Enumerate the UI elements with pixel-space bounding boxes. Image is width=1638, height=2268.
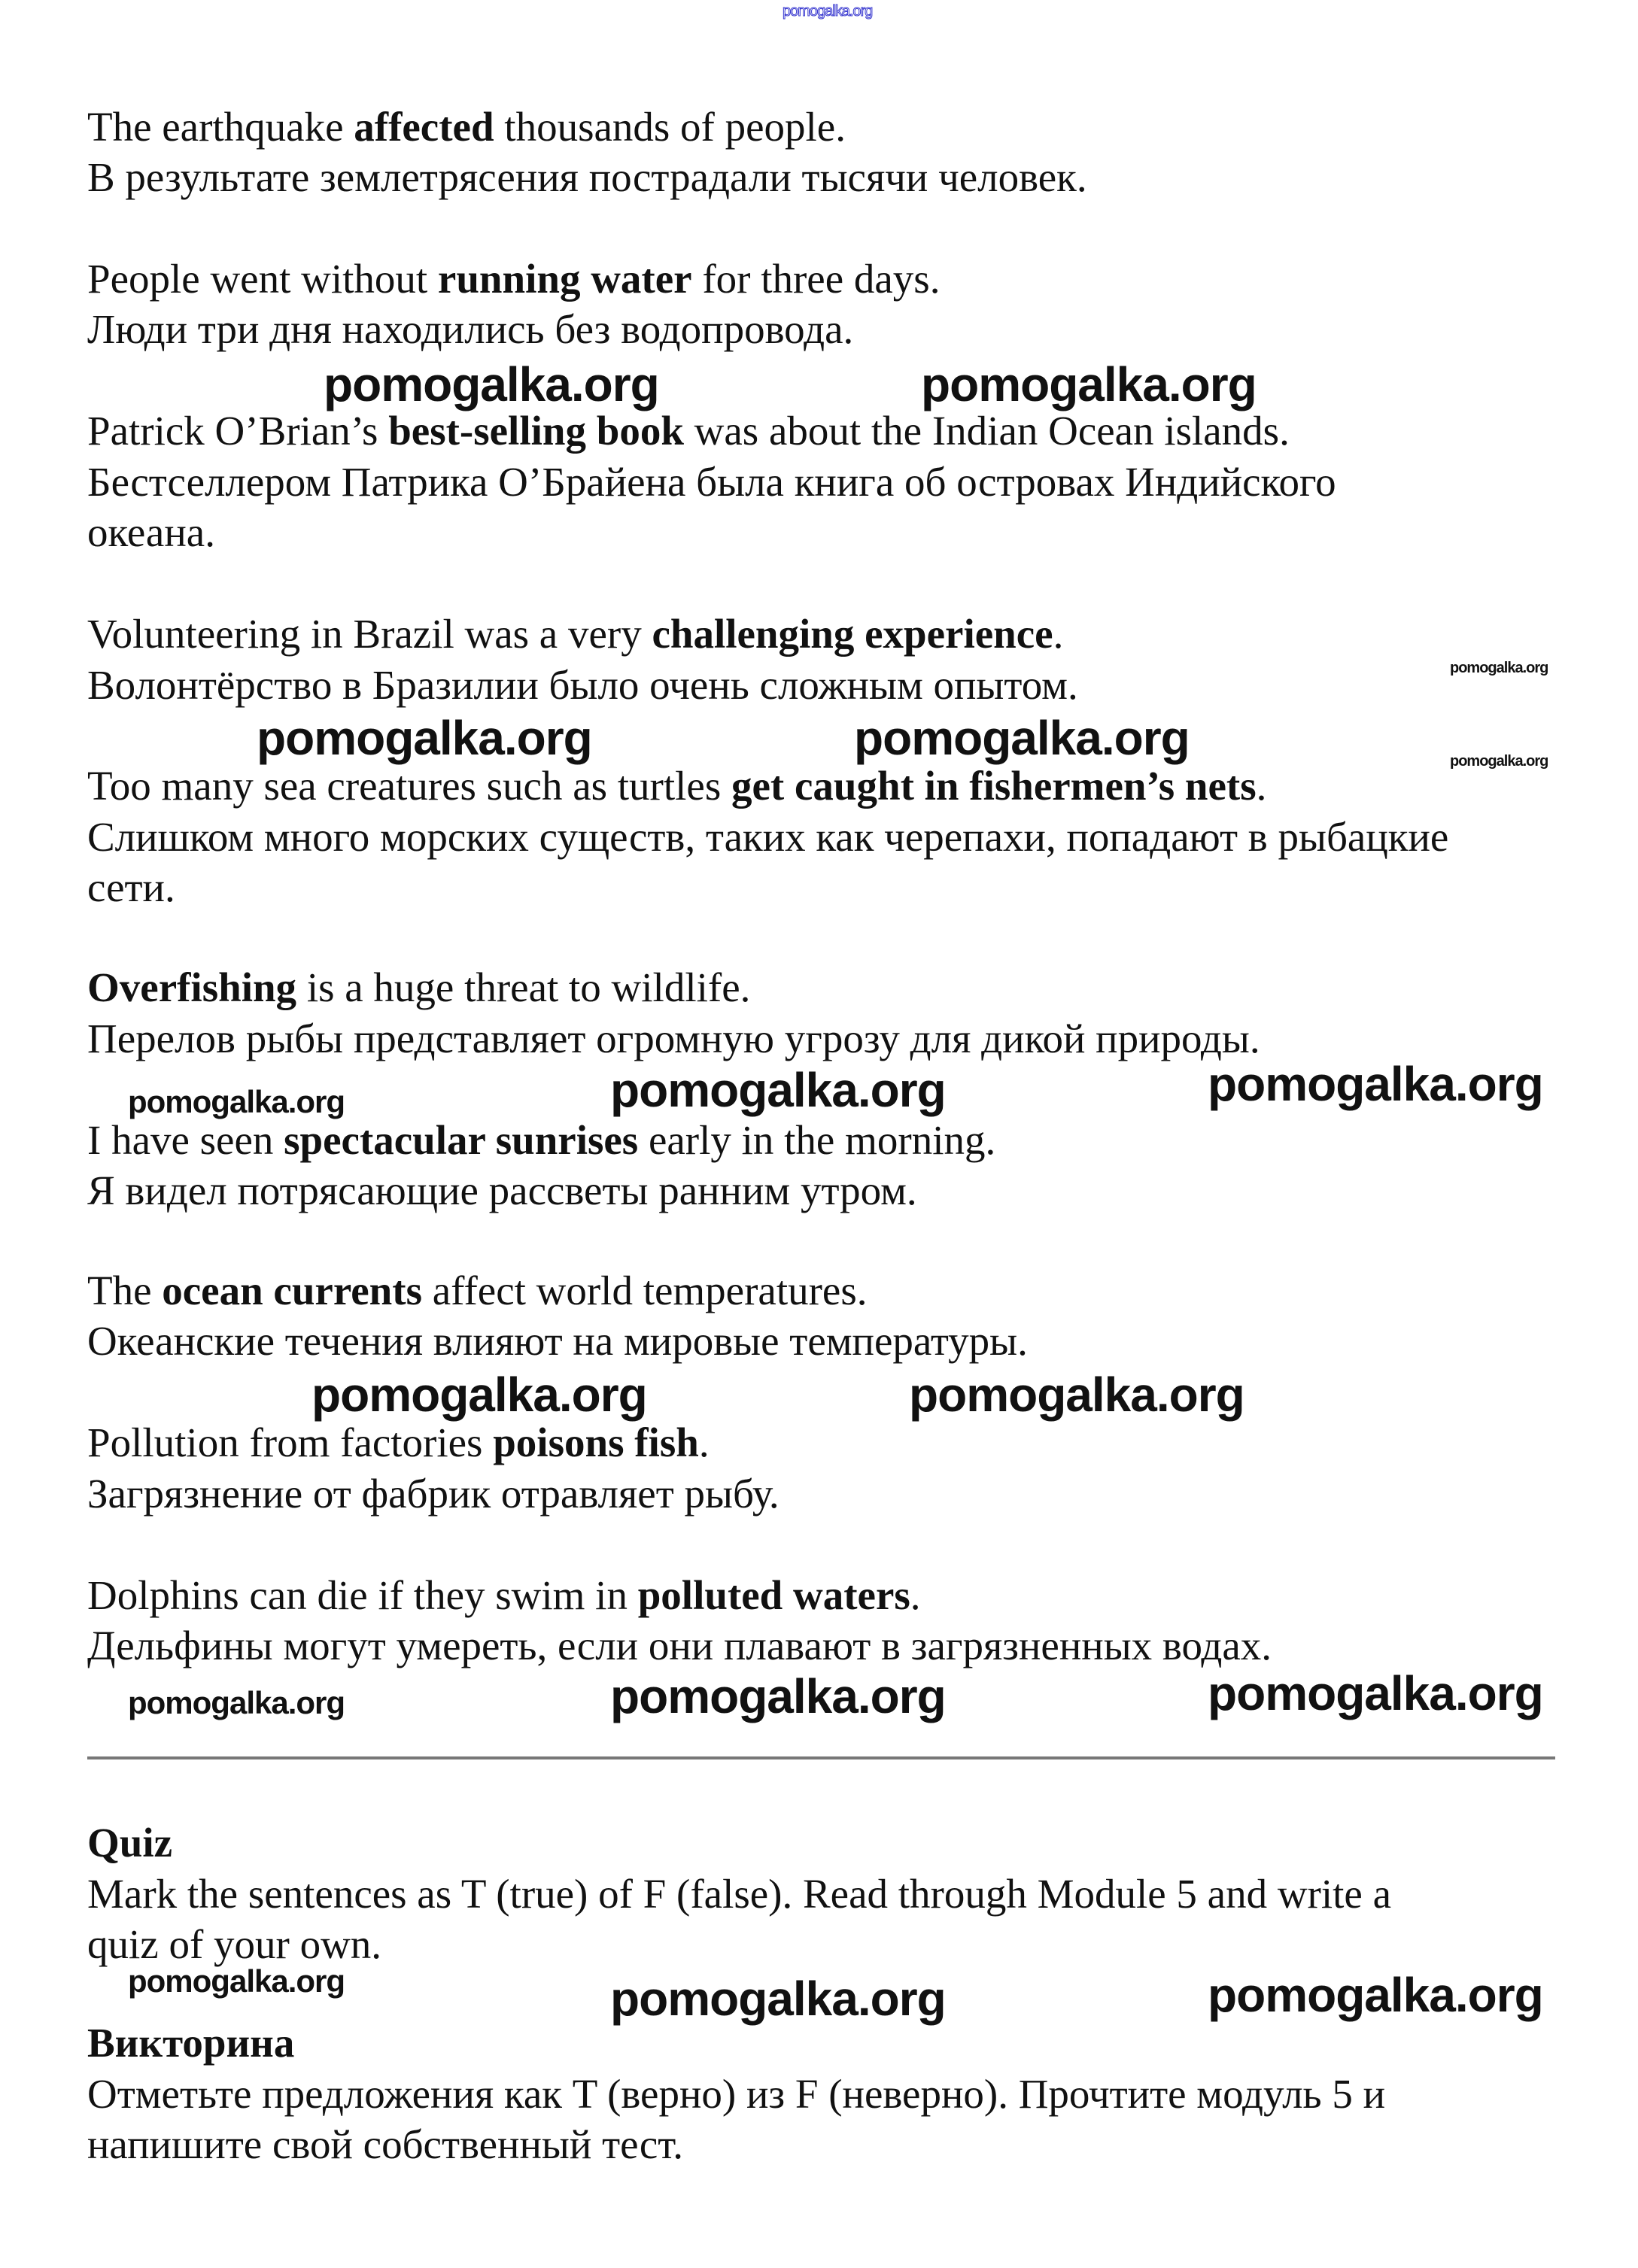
- text-line: [87, 862, 175, 912]
- text-line: [87, 1869, 1391, 1919]
- text-segment: Люди три дня находились без водопровода.: [87, 306, 854, 352]
- watermark: pomogalka.org: [783, 3, 873, 20]
- text-segment: напишите свой собственный тест.: [87, 2121, 683, 2167]
- bold-phrase: Викторина: [87, 2020, 295, 2066]
- text-line: [87, 1417, 710, 1468]
- text-segment: океана.: [87, 509, 215, 555]
- watermark: pomogalka.org: [128, 1685, 345, 1720]
- text-segment: .: [1053, 611, 1064, 657]
- bold-phrase: challenging experience: [652, 611, 1053, 657]
- bold-phrase: ocean currents: [162, 1268, 422, 1313]
- bold-phrase: Quiz: [87, 1820, 173, 1866]
- text-segment: Загрязнение от фабрик отравляет рыбу.: [87, 1471, 779, 1517]
- text-line: [87, 1817, 172, 1868]
- bold-phrase: spectacular sunrises: [284, 1117, 639, 1163]
- section-divider: [87, 1756, 1555, 1759]
- bold-phrase: running water: [437, 256, 692, 302]
- text-segment: is a huge threat to wildlife.: [296, 964, 751, 1010]
- watermark: pomogalka.org: [610, 1972, 946, 2026]
- text-line: [87, 254, 940, 304]
- text-segment: Patrick O’Brian’s: [87, 408, 389, 454]
- text-segment: сети.: [87, 864, 175, 910]
- text-line: [87, 507, 215, 557]
- text-line: [87, 660, 1078, 710]
- text-line: [87, 1316, 1028, 1366]
- text-segment: quiz of your own.: [87, 1921, 382, 1967]
- text-line: [87, 812, 1448, 862]
- text-line: [87, 1115, 995, 1165]
- bold-phrase: Overfishing: [87, 964, 297, 1010]
- bold-phrase: best-selling book: [388, 408, 684, 454]
- text-line: [87, 152, 1087, 202]
- text-segment: .: [1256, 763, 1267, 809]
- bold-phrase: affected: [354, 104, 494, 150]
- watermark: pomogalka.org: [257, 711, 592, 765]
- text-segment: Бестселлером Патрика О’Брайена была книга об островах Индийского: [87, 459, 1336, 505]
- text-segment: Я видел потрясающие рассветы ранним утром.: [87, 1167, 917, 1213]
- text-segment: for three days.: [691, 256, 941, 302]
- watermark: pomogalka.org: [1208, 1057, 1543, 1111]
- watermark: pomogalka.org: [1450, 753, 1548, 770]
- text-line: [87, 102, 846, 152]
- text-segment: Mark the sentences as T (true) of F (false). Read through Module 5 and write a: [87, 1871, 1392, 1917]
- watermark: pomogalka.org: [311, 1368, 647, 1422]
- text-line: [87, 1570, 921, 1620]
- text-line: [87, 962, 750, 1013]
- bold-phrase: get caught in fishermen’s nets: [731, 763, 1257, 809]
- text-segment: Отметьте предложения как T (верно) из F (неверно). Прочтите модуль 5 и: [87, 2071, 1386, 2117]
- bold-phrase: poisons fish: [493, 1419, 699, 1465]
- text-segment: .: [910, 1572, 921, 1618]
- watermark: pomogalka.org: [1450, 660, 1548, 676]
- text-line: [87, 609, 1063, 659]
- text-segment: Океанские течения влияют на мировые температуры.: [87, 1318, 1028, 1364]
- watermark: pomogalka.org: [324, 357, 659, 411]
- text-segment: Дельфины могут умереть, если они плавают в загрязненных водах.: [87, 1623, 1272, 1668]
- text-segment: Too many sea creatures such as turtles: [87, 763, 731, 809]
- text-line: [87, 1165, 917, 1216]
- text-line: [87, 1468, 779, 1519]
- text-segment: Слишком много морских существ, таких как черепахи, попадают в рыбацкие: [87, 814, 1449, 860]
- watermark: pomogalka.org: [610, 1669, 946, 1723]
- text-segment: affect world temperatures.: [421, 1268, 868, 1313]
- text-line: [87, 2119, 683, 2169]
- watermark: pomogalka.org: [610, 1063, 946, 1117]
- text-segment: thousands of people.: [494, 104, 846, 150]
- text-segment: Перелов рыбы представляет огромную угрозу для дикой природы.: [87, 1016, 1260, 1061]
- text-segment: was about the Indian Ocean islands.: [683, 408, 1290, 454]
- text-line: [87, 457, 1336, 507]
- bold-phrase: polluted waters: [637, 1572, 910, 1618]
- watermark: pomogalka.org: [128, 1084, 345, 1119]
- watermark: pomogalka.org: [921, 357, 1257, 411]
- text-segment: Pollution from factories: [87, 1419, 494, 1465]
- watermark: pomogalka.org: [1208, 1666, 1543, 1720]
- watermark: pomogalka.org: [1208, 1968, 1543, 2022]
- text-segment: Dolphins can die if they swim in: [87, 1572, 638, 1618]
- text-segment: Волонтёрство в Бразилии было очень сложным опытом.: [87, 662, 1078, 708]
- text-line: [87, 405, 1290, 456]
- text-line: [87, 1013, 1260, 1064]
- text-segment: The: [87, 1268, 163, 1313]
- text-segment: I have seen: [87, 1117, 284, 1163]
- text-segment: early in the morning.: [638, 1117, 996, 1163]
- text-segment: .: [698, 1419, 710, 1465]
- watermark: pomogalka.org: [909, 1368, 1244, 1422]
- watermark: pomogalka.org: [128, 1963, 345, 1999]
- text-line: [87, 304, 853, 354]
- text-segment: Volunteering in Brazil was a very: [87, 611, 652, 657]
- text-line: [87, 2069, 1385, 2119]
- text-segment: People went without: [87, 256, 438, 302]
- text-line: [87, 1620, 1272, 1671]
- text-segment: The earthquake: [87, 104, 354, 150]
- watermark: pomogalka.org: [854, 711, 1190, 765]
- text-line: [87, 1919, 381, 1969]
- text-line: [87, 2018, 294, 2068]
- text-line: [87, 1265, 867, 1316]
- text-line: [87, 761, 1266, 811]
- text-segment: В результате землетрясения пострадали тысячи человек.: [87, 154, 1087, 200]
